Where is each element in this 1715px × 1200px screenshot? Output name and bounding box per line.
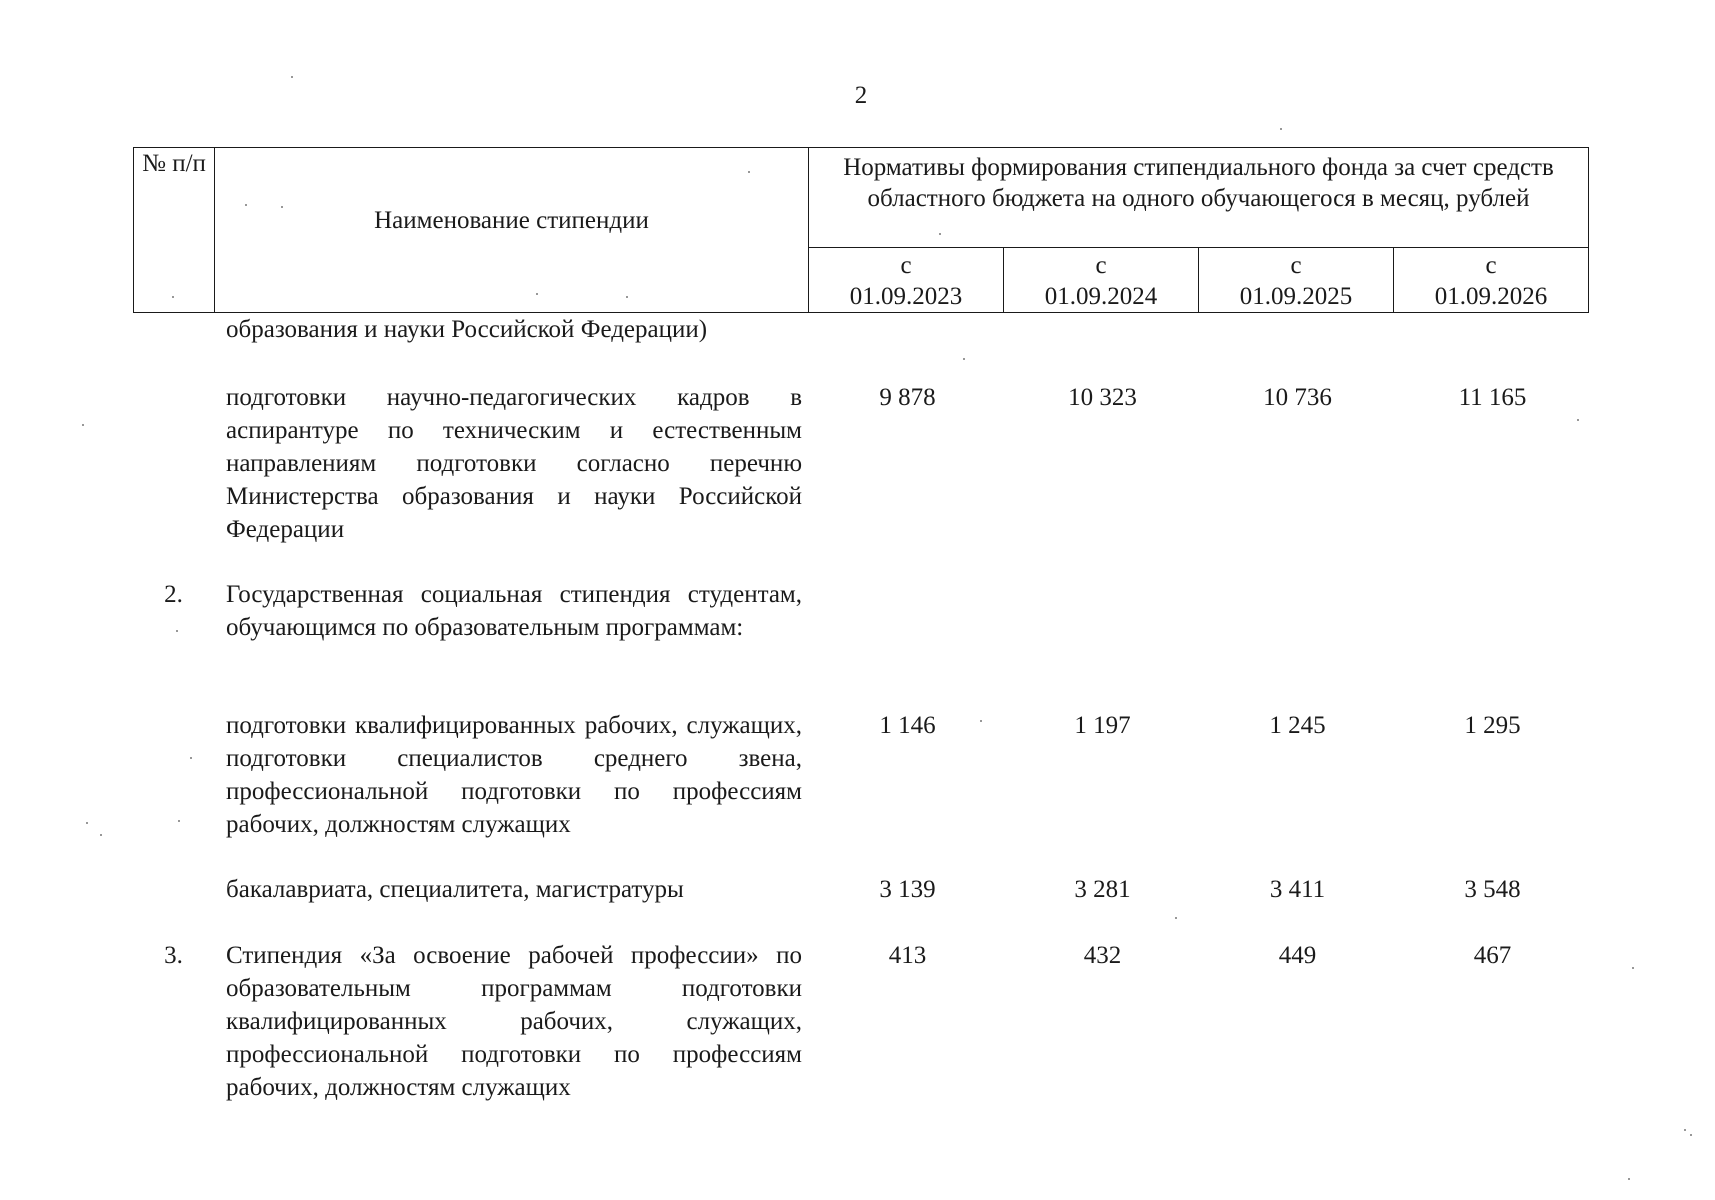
scan-speck bbox=[281, 206, 283, 208]
row-value: 10 323 bbox=[1068, 384, 1137, 411]
date-value: 01.09.2024 bbox=[1044, 283, 1158, 310]
row-name: подготовки квалифицированных рабочих, служащих, подготовки специалистов среднего звена, профессиональной подготовки по профессиям рабочих, должностям служащих bbox=[226, 712, 802, 838]
date-value: 01.09.2023 bbox=[849, 283, 963, 310]
scan-speck bbox=[82, 424, 84, 426]
header-date-4 bbox=[1394, 248, 1589, 313]
scan-speck bbox=[1280, 128, 1282, 130]
date-prefix: с bbox=[1290, 252, 1302, 279]
scan-speck bbox=[748, 171, 750, 173]
header-date-1 bbox=[809, 248, 1004, 313]
row-value: 3 548 bbox=[1464, 876, 1521, 903]
header-name-label: Наименование стипендии bbox=[374, 207, 649, 234]
scan-speck bbox=[1684, 1129, 1686, 1131]
page-number: 2 bbox=[854, 82, 868, 109]
scan-speck bbox=[1175, 917, 1177, 919]
row-value: 3 411 bbox=[1269, 876, 1326, 903]
scan-speck bbox=[190, 757, 192, 759]
date-prefix: с bbox=[900, 252, 912, 279]
header-norm-label: Нормативы формирования стипендиального фонда за счет средств областного бюджета на одного обучающегося в месяц, рублей bbox=[843, 154, 1554, 212]
scan-speck bbox=[939, 233, 941, 235]
row-value: 1 245 bbox=[1269, 712, 1326, 739]
row-name: Стипендия «За освоение рабочей профессии» по образовательным программам подготовки квалифицированных рабочих, служащих, профессиональной подготовки по профессиям рабочих, должностям служащих bbox=[226, 942, 802, 1101]
date-prefix: с bbox=[1095, 252, 1107, 279]
scan-speck bbox=[178, 820, 180, 822]
scan-speck bbox=[172, 296, 174, 298]
row-value: 3 281 bbox=[1074, 876, 1131, 903]
scan-speck bbox=[626, 296, 628, 298]
header-name-cell bbox=[215, 148, 809, 313]
scan-speck bbox=[176, 630, 178, 632]
row-value: 432 bbox=[1083, 942, 1122, 969]
row-value: 10 736 bbox=[1263, 384, 1332, 411]
scan-speck bbox=[1690, 1134, 1692, 1136]
row-name: образования и науки Российской Федерации) bbox=[226, 316, 708, 343]
header-num-label: № п/п bbox=[142, 150, 206, 177]
row-value: 467 bbox=[1473, 942, 1512, 969]
row-value: 449 bbox=[1278, 942, 1317, 969]
row-value: 1 295 bbox=[1464, 712, 1521, 739]
header-num-cell bbox=[134, 148, 215, 313]
scan-speck bbox=[1628, 1178, 1630, 1180]
scan-speck bbox=[100, 834, 102, 836]
table-header bbox=[133, 147, 1589, 313]
header-date-2 bbox=[1004, 248, 1199, 313]
row-name: Государственная социальная стипендия студентам, обучающимся по образовательным программам: bbox=[226, 581, 802, 641]
date-value: 01.09.2025 bbox=[1239, 283, 1353, 310]
row-name: бакалавриата, специалитета, магистратуры bbox=[226, 876, 684, 903]
row-value: 9 878 bbox=[879, 384, 936, 411]
row-value: 413 bbox=[888, 942, 927, 969]
row-value: 3 139 bbox=[879, 876, 936, 903]
header-date-3 bbox=[1199, 248, 1394, 313]
row-name: подготовки научно-педагогических кадров в аспирантуре по техническим и естественным направлениям подготовки согласно перечню Министерства образования и науки Российской Федерации bbox=[226, 384, 802, 543]
scan-speck bbox=[980, 720, 982, 722]
row-value: 11 165 bbox=[1458, 384, 1527, 411]
scan-speck bbox=[963, 358, 965, 360]
scan-speck bbox=[291, 76, 293, 78]
scan-speck bbox=[536, 293, 538, 295]
row-value: 1 197 bbox=[1074, 712, 1131, 739]
header-norm-cell bbox=[809, 148, 1589, 248]
scan-speck bbox=[245, 204, 247, 206]
date-value: 01.09.2026 bbox=[1434, 283, 1548, 310]
scan-speck bbox=[1632, 967, 1634, 969]
row-value: 1 146 bbox=[879, 712, 936, 739]
row-number: 2. bbox=[164, 581, 183, 608]
scan-speck bbox=[86, 822, 88, 824]
row-number: 3. bbox=[164, 942, 183, 969]
date-prefix: с bbox=[1485, 252, 1497, 279]
scan-speck bbox=[1577, 419, 1579, 421]
